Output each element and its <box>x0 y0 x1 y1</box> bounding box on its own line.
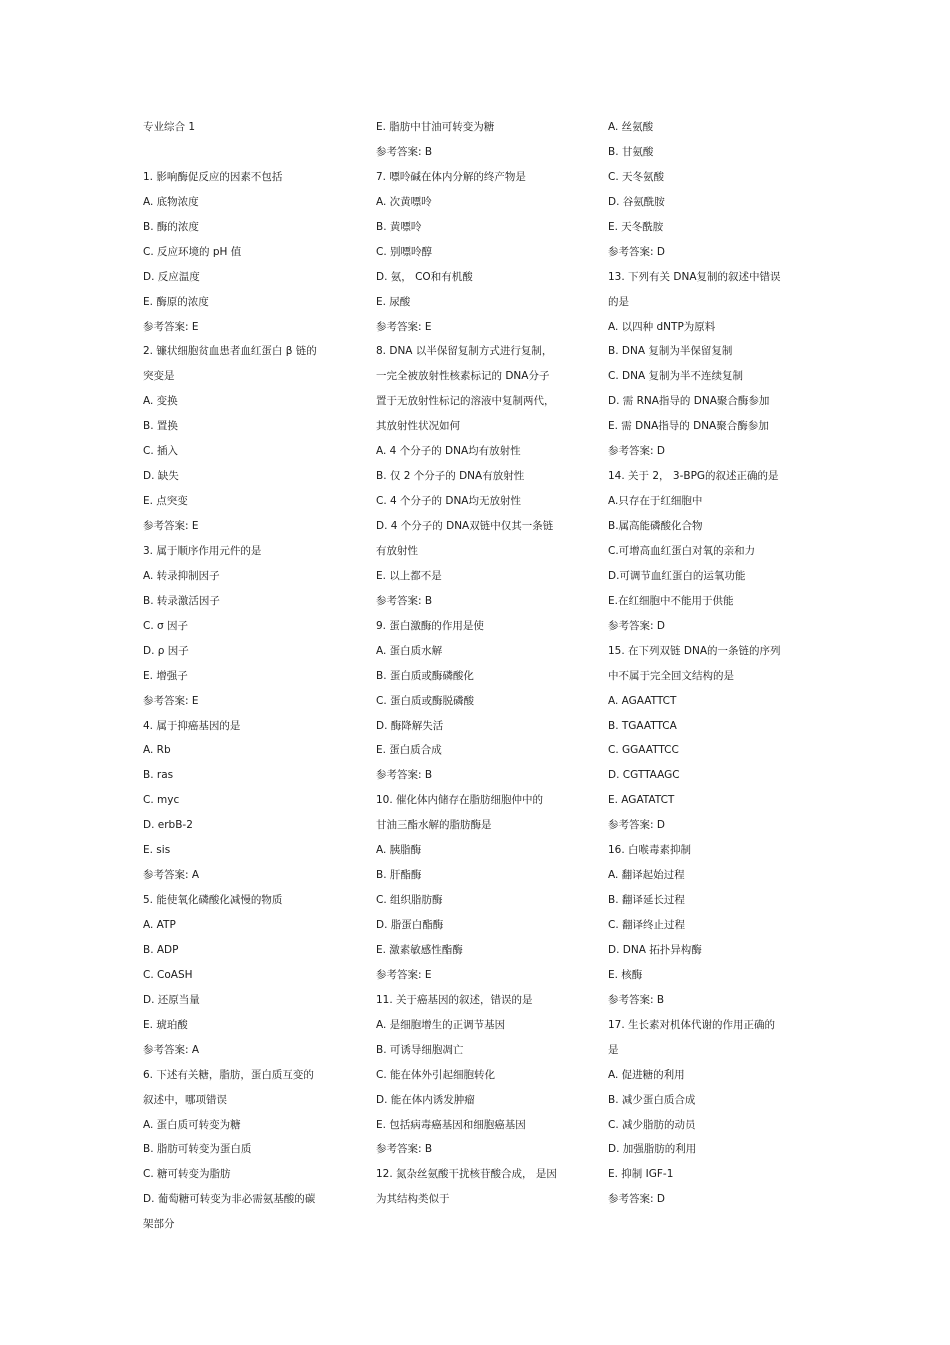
question-line: 14. 关于 2， 3-BPG的叙述正确的是 <box>608 470 779 483</box>
question-line: 17. 生长素对机体代谢的作用正确的 <box>608 1018 776 1031</box>
answer-line: 参考答案: E <box>376 320 432 333</box>
question-line: 3. 属于顺序作用元件的是 <box>143 544 262 557</box>
text-line: 置于无放射性标记的溶液中复制两代， <box>376 395 555 408</box>
option-line: E. 脂肪中甘油可转变为糖 <box>376 121 495 133</box>
text-line: 中不属于完全回文结构的是 <box>608 669 734 682</box>
option-line: D. 氨， CO和有机酸 <box>376 270 473 283</box>
question-line: 13. 下列有关 DNA复制的叙述中错误 <box>608 270 781 283</box>
option-line: C. myc <box>143 794 180 807</box>
text-line: 架部分 <box>143 1218 175 1231</box>
option-line: C. 插入 <box>143 445 179 458</box>
option-line: B. 减少蛋白质合成 <box>608 1093 696 1106</box>
question-line: 4. 属于抑癌基因的是 <box>143 719 241 732</box>
option-line: A. ATP <box>143 919 176 931</box>
option-line: A. 蛋白质可转变为糖 <box>143 1118 241 1131</box>
option-line: E. 核酶 <box>608 968 643 981</box>
option-line: B. 翻译延长过程 <box>608 894 685 907</box>
option-line: C. 蛋白质或酶脱磷酸 <box>376 694 475 707</box>
text-column-3 <box>608 117 838 1214</box>
question-line: 9. 蛋白激酶的作用是使 <box>376 619 484 632</box>
option-line: D. ρ 因子 <box>143 644 189 657</box>
question-line: 2. 镰状细胞贫血患者血红蛋白 β 链的 <box>143 345 317 358</box>
option-line: A.只存在于红细胞中 <box>608 495 703 508</box>
option-line: B. 转录激活因子 <box>143 594 220 607</box>
answer-line: 参考答案: E <box>143 520 199 532</box>
option-line: C.可增高血红蛋白对氧的亲和力 <box>608 544 756 557</box>
option-line: E. 点突变 <box>143 495 188 508</box>
text-column-2 <box>376 117 606 1214</box>
option-line: C. 能在体外引起细胞转化 <box>376 1068 496 1081</box>
option-line: D. DNA 拓扑异构酶 <box>608 943 702 956</box>
answer-line: 参考答案: D <box>608 245 665 258</box>
answer-line: 参考答案: D <box>608 619 665 632</box>
option-line: A. 底物浓度 <box>143 195 199 208</box>
question-line: 6. 下述有关糖，脂肪，蛋白质互变的 <box>143 1068 314 1081</box>
option-line: B. 酶的浓度 <box>143 220 199 233</box>
option-line: C. 别嘌呤醇 <box>376 245 433 258</box>
option-line: A. 4 个分子的 DNA均有放射性 <box>376 445 521 458</box>
option-line: B.属高能磷酸化合物 <box>608 520 703 532</box>
question-line: 15. 在下列双链 DNA的一条链的序列 <box>608 644 781 657</box>
option-line: E. 以上都不是 <box>376 569 442 582</box>
option-line: D. 脂蛋白酯酶 <box>376 919 444 931</box>
option-line: C. 天冬氨酸 <box>608 170 665 183</box>
option-line: B. ADP <box>143 943 179 956</box>
answer-line: 参考答案: D <box>608 1193 665 1206</box>
question-line: 12. 氮杂丝氨酸干扰核苷酸合成， 是因 <box>376 1168 557 1181</box>
option-line: B. ras <box>143 769 174 782</box>
option-line: C. 减少脂肪的动员 <box>608 1118 696 1131</box>
text-line: 其放射性状况如何 <box>376 420 460 433</box>
option-line: A. 变换 <box>143 395 178 408</box>
option-line: E. 激素敏感性酯酶 <box>376 943 463 956</box>
option-line: C. 糖可转变为脂肪 <box>143 1168 231 1181</box>
option-line: A. Rb <box>143 744 171 757</box>
option-line: E. 琥珀酸 <box>143 1018 188 1031</box>
option-line: E. 酶原的浓度 <box>143 295 209 308</box>
option-line: A. 以四种 dNTP为原料 <box>608 320 716 333</box>
text-column-1 <box>143 117 373 1239</box>
question-line: 8. DNA 以半保留复制方式进行复制， <box>376 345 553 358</box>
option-line: B. 蛋白质或酶磷酸化 <box>376 669 474 682</box>
text-line: 是 <box>608 1043 619 1056</box>
option-line: D. CGTTAAGC <box>608 769 680 782</box>
option-line: B. 甘氨酸 <box>608 145 654 158</box>
answer-line: 参考答案: B <box>376 769 433 782</box>
answer-line: 参考答案: B <box>376 1143 433 1156</box>
answer-line: 参考答案: E <box>376 968 432 981</box>
option-line: B. 仅 2 个分子的 DNA有放射性 <box>376 470 525 483</box>
option-line: B. 可诱导细胞凋亡 <box>376 1043 464 1056</box>
option-line: A. 胰脂酶 <box>376 844 422 857</box>
option-line: D. erbB-2 <box>143 819 193 832</box>
answer-line: 参考答案: E <box>143 320 199 333</box>
option-line: D. 需 RNA指导的 DNA聚合酶参加 <box>608 395 770 408</box>
option-line: A. 促进糖的利用 <box>608 1068 685 1081</box>
option-line: C. GGAATTCC <box>608 744 679 757</box>
option-line: A. 丝氨酸 <box>608 121 654 133</box>
option-line: D.可调节血红蛋白的运氧功能 <box>608 569 746 582</box>
answer-line: 参考答案: D <box>608 819 665 832</box>
answer-line: 参考答案: A <box>143 869 200 882</box>
text-line: 为其结构类似于 <box>376 1193 450 1206</box>
option-line: C. 翻译终止过程 <box>608 919 686 931</box>
option-line: E. 增强子 <box>143 669 188 682</box>
option-line: E.在红细胞中不能用于供能 <box>608 594 734 607</box>
option-line: D. 能在体内诱发肿瘤 <box>376 1093 475 1106</box>
option-line: E. 包括病毒癌基因和细胞癌基因 <box>376 1118 526 1131</box>
option-line: C. σ 因子 <box>143 619 188 632</box>
option-line: D. 谷氨酰胺 <box>608 195 665 208</box>
option-line: D. 反应温度 <box>143 270 200 283</box>
question-line: 1. 影响酶促反应的因素不包括 <box>143 170 283 183</box>
answer-line: 参考答案: E <box>143 694 199 707</box>
option-line: D. 4 个分子的 DNA双链中仅其一条链 <box>376 520 554 532</box>
question-line: 16. 白喉毒素抑制 <box>608 844 692 857</box>
option-line: C. DNA 复制为半不连续复制 <box>608 370 743 383</box>
text-line: 有放射性 <box>376 544 418 557</box>
question-line: 11. 关于癌基因的叙述，错误的是 <box>376 993 533 1006</box>
option-line: D. 酶降解失活 <box>376 719 444 732</box>
option-line: B. 脂肪可转变为蛋白质 <box>143 1143 252 1156</box>
option-line: B. 黄嘌呤 <box>376 220 422 233</box>
option-line: E. 需 DNA指导的 DNA聚合酶参加 <box>608 420 769 433</box>
option-line: C. CoASH <box>143 968 193 981</box>
document-title: 专业综合 1 <box>143 121 196 133</box>
option-line: C. 反应环境的 pH 值 <box>143 245 242 258</box>
blank-line <box>143 142 373 167</box>
option-line: A. 次黄嘌呤 <box>376 195 432 208</box>
option-line: B. 肝酯酶 <box>376 869 422 882</box>
option-line: E. AGATATCT <box>608 794 675 807</box>
text-line: 叙述中，哪项错误 <box>143 1093 227 1106</box>
answer-line: 参考答案: A <box>143 1043 200 1056</box>
answer-line: 参考答案: B <box>376 145 433 158</box>
answer-line: 参考答案: D <box>608 445 665 458</box>
option-line: B. TGAATTCA <box>608 719 677 732</box>
option-line: D. 加强脂肪的利用 <box>608 1143 697 1156</box>
option-line: E. sis <box>143 844 171 857</box>
option-line: B. DNA 复制为半保留复制 <box>608 345 733 358</box>
option-line: A. 蛋白质水解 <box>376 644 443 657</box>
option-line: C. 4 个分子的 DNA均无放射性 <box>376 495 521 508</box>
option-line: A. AGAATTCT <box>608 694 677 707</box>
option-line: E. 抑制 IGF-1 <box>608 1168 674 1181</box>
text-line: 突变是 <box>143 370 175 383</box>
option-line: E. 尿酸 <box>376 295 411 308</box>
option-line: E. 蛋白质合成 <box>376 744 442 757</box>
option-line: D. 葡萄糖可转变为非必需氨基酸的碳 <box>143 1193 316 1206</box>
option-line: A. 转录抑制因子 <box>143 569 220 582</box>
question-line: 5. 能使氧化磷酸化减慢的物质 <box>143 894 283 907</box>
option-line: D. 还原当量 <box>143 993 200 1006</box>
text-line: 甘油三酯水解的脂肪酶是 <box>376 819 492 832</box>
text-line: 的是 <box>608 295 629 308</box>
text-line: 一完全被放射性核素标记的 DNA分子 <box>376 370 550 383</box>
option-line: E. 天冬酰胺 <box>608 220 664 233</box>
answer-line: 参考答案: B <box>376 594 433 607</box>
option-line: B. 置换 <box>143 420 178 433</box>
option-line: D. 缺失 <box>143 470 179 483</box>
option-line: C. 组织脂肪酶 <box>376 894 443 907</box>
option-line: A. 是细胞增生的正调节基因 <box>376 1018 506 1031</box>
answer-line: 参考答案: B <box>608 993 665 1006</box>
option-line: A. 翻译起始过程 <box>608 869 685 882</box>
question-line: 7. 嘌呤碱在体内分解的终产物是 <box>376 170 526 183</box>
question-line: 10. 催化体内储存在脂肪细胞仲中的 <box>376 794 544 807</box>
